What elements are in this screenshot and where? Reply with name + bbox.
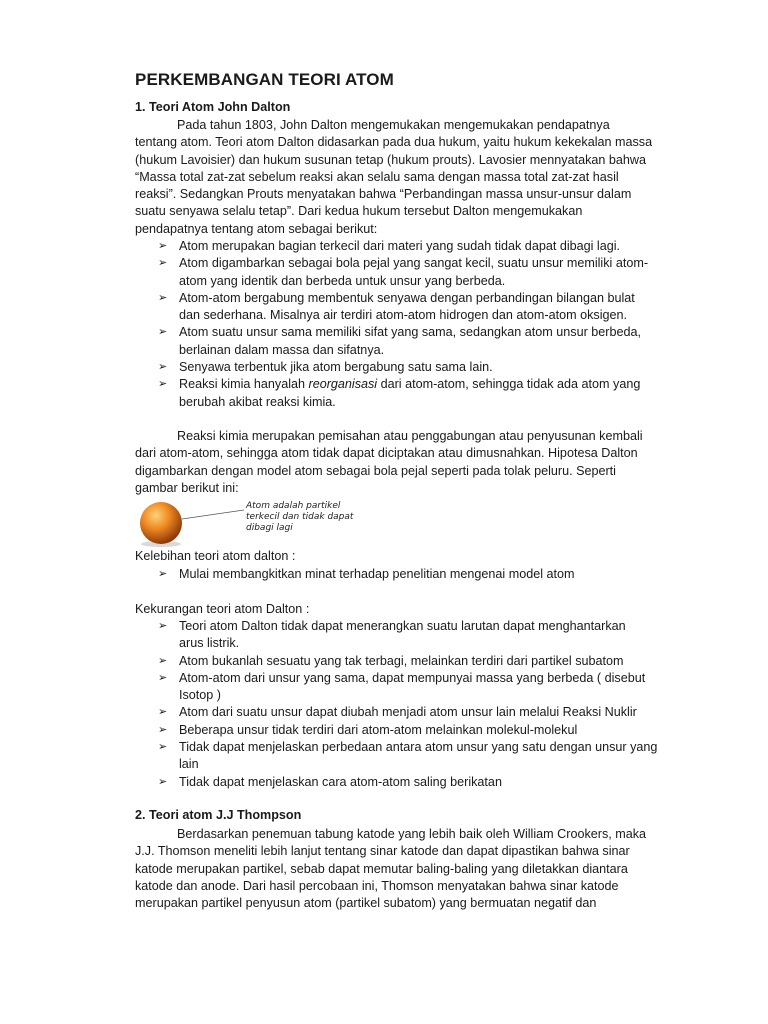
list-item-text: Isotop ) — [179, 688, 221, 703]
strengths-label: Kelebihan teori atom dalton : — [135, 549, 296, 563]
pointer-line — [182, 510, 244, 519]
list-item-text: arus listrik. — [179, 636, 240, 651]
text-line: reaksi”. Sedangkan Prouts menyatakan bahwa “Perbandingan massa unsur-unsur dalam — [135, 187, 632, 202]
list-item-text: Reaksi kimia hanyalah — [179, 377, 309, 392]
list-item-text: dari atom-atom, sehingga tidak ada atom yang — [377, 377, 641, 392]
arrow-bullet-icon: ➢ — [158, 654, 168, 667]
list-item-text: lain — [179, 757, 199, 772]
list-item-text: dan sederhana. Misalnya air terdiri atom-atom hidrogen dan atom-atom oksigen. — [179, 308, 628, 323]
list-item — [158, 290, 670, 325]
text-line: suatu senyawa selalu tetap”. Dari kedua hukum tersebut Dalton mengemukakan — [135, 204, 583, 219]
text-line: “Massa total zat-zat sebelum reaksi akan selalu sama dengan massa total zat-zat hasil — [135, 169, 619, 184]
solid-sphere-atom-icon — [140, 502, 182, 544]
list-item — [158, 618, 670, 653]
list-item — [158, 739, 670, 774]
list-item — [158, 376, 670, 411]
text-line: katode merupakan partikel, sebab dapat memutar baling-baling yang diletakkan diantara — [135, 861, 628, 876]
arrow-bullet-icon: ➢ — [158, 775, 168, 788]
list-item — [158, 774, 670, 791]
list-item-text: Tidak dapat menjelaskan perbedaan antara atom unsur yang satu dengan unsur yang — [179, 740, 658, 755]
weaknesses-list — [158, 618, 670, 791]
arrow-bullet-icon: ➢ — [158, 361, 168, 374]
arrow-bullet-icon: ➢ — [158, 326, 168, 339]
list-item-text: Mulai membangkitkan minat terhadap penelitian mengenai model atom — [179, 567, 575, 581]
arrow-bullet-icon: ➢ — [158, 706, 168, 719]
list-item — [158, 704, 670, 721]
list-item-text: Atom bukanlah sesuatu yang tak terbagi, melainkan terdiri dari partikel subatom — [179, 653, 624, 668]
text-line: digambarkan dengan model atom sebagai bola pejal seperti pada tolak peluru. Seperti — [135, 463, 616, 478]
caption-line: terkecil dan tidak dapat — [246, 512, 354, 522]
list-item-text: berlainan dalam massa dan sifatnya. — [179, 342, 385, 357]
list-item-text: Atom dari suatu unsur dapat diubah menjadi atom unsur lain melalui Reaksi Nuklir — [179, 705, 637, 720]
list-item — [158, 324, 670, 359]
list-item-text: atom yang identik dan berbeda untuk unsur yang berbeda. — [179, 273, 506, 288]
text-line: Reaksi kimia merupakan pemisahan atau penggabungan atau penyusunan kembali — [177, 429, 643, 443]
list-item-text: Atom-atom dari unsur yang sama, dapat mempunyai massa yang berbeda ( disebut — [179, 670, 646, 685]
text-line: gambar berikut ini: — [135, 480, 239, 495]
text-line: dari atom-atom, sehingga atom tidak dapat diciptakan atau dimusnahkan. Hipotesa Dalton — [135, 446, 638, 461]
text-line: katode dan anode. Dari hasil percobaan ini, Thomson menyatakan bahwa sinar katode — [135, 878, 619, 893]
arrow-bullet-icon: ➢ — [158, 378, 168, 391]
section-heading-dalton: 1. Teori Atom John Dalton — [135, 100, 291, 114]
text-line: Pada tahun 1803, John Dalton mengemukakan mengemukakan pendapatnya — [177, 118, 610, 132]
arrow-bullet-icon: ➢ — [158, 741, 168, 754]
list-item-text: Senyawa terbentuk jika atom bergabung satu sama lain. — [179, 360, 493, 375]
list-item — [158, 566, 670, 583]
figure-caption — [246, 501, 356, 534]
text-line: merupakan partikel penyusun atom (partikel subatom) yang bermuatan negatif dan — [135, 896, 597, 911]
arrow-bullet-icon: ➢ — [158, 568, 168, 580]
text-line: pendapatnya tentang atom sebagai berikut: — [135, 221, 378, 236]
list-item — [158, 255, 670, 290]
weaknesses-label: Kekurangan teori atom Dalton : — [135, 602, 310, 616]
dalton-model-paragraph — [135, 428, 670, 497]
page-title: PERKEMBANGAN TEORI ATOM — [135, 70, 394, 89]
text-line: J.J. Thomson meneliti lebih lanjut tentang sinar katode dan dapat dipastikan bahwa sinar — [135, 844, 630, 859]
list-item-text: berubah akibat reaksi kimia. — [179, 394, 336, 409]
dalton-postulate-list — [158, 238, 670, 411]
list-item — [158, 670, 670, 705]
section-heading-thompson: 2. Teori atom J.J Thompson — [135, 808, 302, 822]
list-item-text: Atom suatu unsur sama memiliki sifat yang sama, sedangkan atom unsur berbeda, — [179, 325, 642, 340]
list-item-text: Tidak dapat menjelaskan cara atom-atom saling berikatan — [179, 774, 502, 789]
text-line: Berdasarkan penemuan tabung katode yang lebih baik oleh William Crookers, maka — [177, 827, 647, 841]
text-line: (hukum Lavoisier) dan hukum susunan tetap (hukum prouts). Lavosier mennyatakan bahwa — [135, 152, 647, 167]
dalton-intro-paragraph — [135, 117, 670, 238]
italic-term: reorganisasi — [308, 377, 378, 392]
list-item-text: Atom merupakan bagian terkecil dari materi yang sudah tidak dapat dibagi lagi. — [179, 239, 621, 253]
arrow-bullet-icon: ➢ — [158, 291, 168, 304]
arrow-bullet-icon: ➢ — [158, 723, 168, 736]
arrow-bullet-icon: ➢ — [158, 671, 168, 684]
list-item — [158, 722, 670, 739]
list-item-text: Beberapa unsur tidak terdiri dari atom-atom melainkan molekul-molekul — [179, 722, 578, 737]
list-item-text: Teori atom Dalton tidak dapat menerangkan suatu larutan dapat menghantarkan — [179, 619, 626, 633]
text-line: tentang atom. Teori atom Dalton didasarkan pada dua hukum, yaitu hukum kekekalan massa — [135, 135, 653, 150]
arrow-bullet-icon: ➢ — [158, 257, 168, 270]
arrow-bullet-icon: ➢ — [158, 240, 168, 252]
list-item-text: Atom-atom bergabung membentuk senyawa dengan perbandingan bilangan bulat — [179, 290, 635, 305]
thompson-paragraph — [135, 826, 670, 912]
arrow-bullet-icon: ➢ — [158, 620, 168, 632]
caption-line: Atom adalah partikel — [246, 501, 341, 511]
list-item — [158, 653, 670, 670]
strengths-list — [158, 566, 670, 583]
list-item-text: Atom digambarkan sebagai bola pejal yang sangat kecil, suatu unsur memiliki atom- — [179, 256, 649, 271]
list-item — [158, 359, 670, 376]
caption-line: dibagi lagi — [246, 523, 293, 533]
list-item — [158, 238, 670, 255]
